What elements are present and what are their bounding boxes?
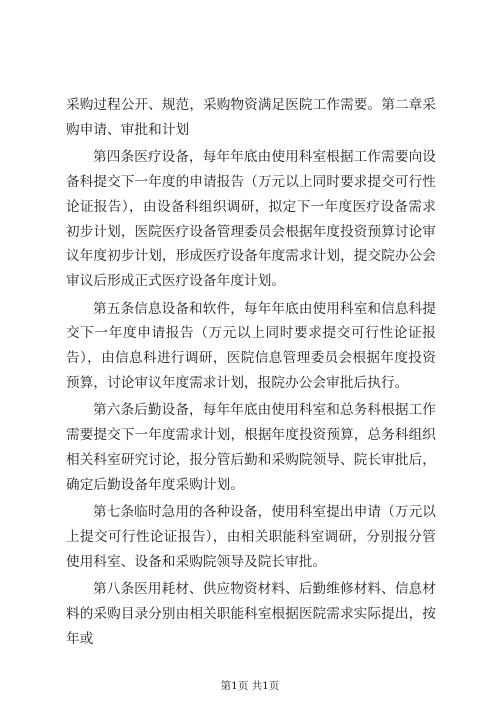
page-number-footer: 第1页 共1页: [220, 680, 280, 692]
paragraph-article-5: 第五条信息设备和软件，每年年底由使用科室和信息科提交下一年度申请报告（万元以上同时要求提交可行性论证报告），由信息科进行调研，医院信息管理委员会根据年度投资预算，讨论审议年度需求计划，报院办公会审批后执行。: [66, 300, 436, 391]
paragraph-article-6: 第六条后勤设备，每年年底由使用科室和总务科根据工作需要提交下一年度需求计划，根据年度投资预算，总务科组织相关科室研究讨论，报分管后勤和采购院领导、院长审批后，确定后勤设备年度采购计划。: [66, 402, 436, 493]
paragraph-chapter-intro: 采购过程公开、规范，采购物资满足医院工作需要。第二章采购申请、审批和计划: [66, 97, 436, 138]
paragraph-article-8: 第八条医用耗材、供应物资材料、后勤维修材料、信息材料的采购目录分别由相关职能科室根据医院需求实际提出，按年或: [66, 581, 436, 647]
document-body: [66, 93, 436, 651]
paragraph-article-7: 第七条临时急用的各种设备，使用科室提出申请（万元以上提交可行性论证报告），由相关职能科室调研，分别报分管使用科室、设备和采购院领导及院长审批。: [66, 504, 436, 570]
paragraph-article-4: 第四条医疗设备，每年年底由使用科室根据工作需要向设备科提交下一年度的申请报告（万元以上同时要求提交可行性论证报告），由设备科组织调研，拟定下一年度医疗设备需求初步计划，医院医疗设备管理委员会根据年度投资预算讨论审议年度初步计划，形成医疗设备年度需求计划，提交院办公会审议后形成正式医疗设备年度计划。: [66, 149, 436, 289]
